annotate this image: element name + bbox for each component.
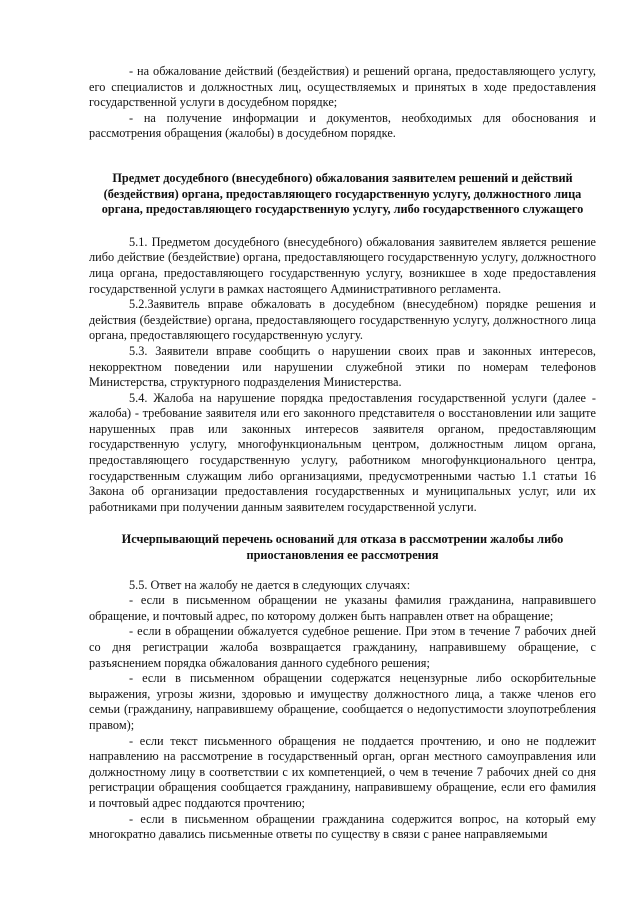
intro-item: - на обжалование действий (бездействия) и решений органа, предоставляющего услугу, его специалистов и должностных лиц, осуществляемых и принятых в ходе предоставления государственной услуги в досудебном порядке;	[89, 64, 596, 110]
intro-item: - на получение информации и документов, необходимых для обоснования и рассмотрения обращения (жалобы) в досудебном порядке.	[89, 110, 596, 141]
list-item: - если в обращении обжалуется судебное решение. При этом в течение 7 рабочих дней со дня регистрации жалоба возвращается гражданину, направившему обращение, с разъяснением порядка обжалования данного судебного решения;	[89, 624, 596, 670]
paragraph: 5.3. Заявители вправе сообщить о нарушении своих прав и законных интересов, некорректном поведении или нарушении служебной этики по номерам телефонов Министерства, структурного подразделения Министерства.	[89, 343, 596, 390]
list-item: - если в письменном обращении гражданина содержится вопрос, на который ему многократно давались письменные ответы по существу в связи с ранее направляемыми	[89, 811, 596, 842]
list-item: - если в письменном обращении содержатся нецензурные либо оскорбительные выражения, угрозы жизни, здоровью и имуществу должностного лица, а также членов его семьи (гражданину, направившему обращение, сообщается о недопустимости злоупотребления правом);	[89, 671, 596, 732]
paragraph: 5.1. Предметом досудебного (внесудебного) обжалования заявителем является решение либо действие (бездействие) органа, предоставляющего государственную услугу, должностного лица органа, предоставляющего государственную услугу, возникшее в ходе предоставления государственной услуги в рамках настоящего Административного регламента.	[89, 234, 596, 296]
section-heading: Исчерпывающий перечень оснований для отказа в рассмотрении жалобы либо приостановления ее рассмотрения	[121, 532, 564, 563]
section-heading: Предмет досудебного (внесудебного) обжалования заявителем решений и действий (бездействия) органа, предоставляющего государственную услугу, должностного лица органа, предоставляющего государственную услугу, либо государственного служащего	[101, 170, 584, 217]
paragraph: 5.5. Ответ на жалобу не дается в следующих случаях:	[129, 577, 411, 592]
list-item: - если в письменном обращении не указаны фамилия гражданина, направившего обращение, и почтовый адрес, по которому должен быть направлен ответ на обращение;	[89, 593, 596, 623]
list-item: - если текст письменного обращения не поддается прочтению, и оно не подлежит направлению на рассмотрение в государственный орган, орган местного самоуправления или должностному лицу в соответствии с их компетенцией, о чем в течение 7 рабочих дней со дня регистрации обращения сообщается гражданину, направившему обращение, если его фамилия и почтовый адрес поддаются прочтению;	[89, 733, 596, 810]
paragraph: 5.4. Жалоба на нарушение порядка предоставления государственной услуги (далее - жалоба) - требование заявителя или его законного представителя о восстановлении или защите нарушенных прав или законных интересов заявителя органом, предоставляющим государственную услугу, многофункциональным центром, должностным лицом органа, предоставляющего государственную услугу, работником многофункционального центра, государственным служащим либо организациями, предусмотренными частью 1.1 статьи 16 Закона об организации предоставления государственных и муниципальных услуг, или их работниками при получении данным заявителем государственной услуги.	[89, 390, 596, 514]
paragraph: 5.2.Заявитель вправе обжаловать в досудебном (внесудебном) порядке решения и действия (бездействие) органа, предоставляющего государственную услугу, должностного лица органа, предоставляющего государственную услугу.	[89, 297, 596, 343]
